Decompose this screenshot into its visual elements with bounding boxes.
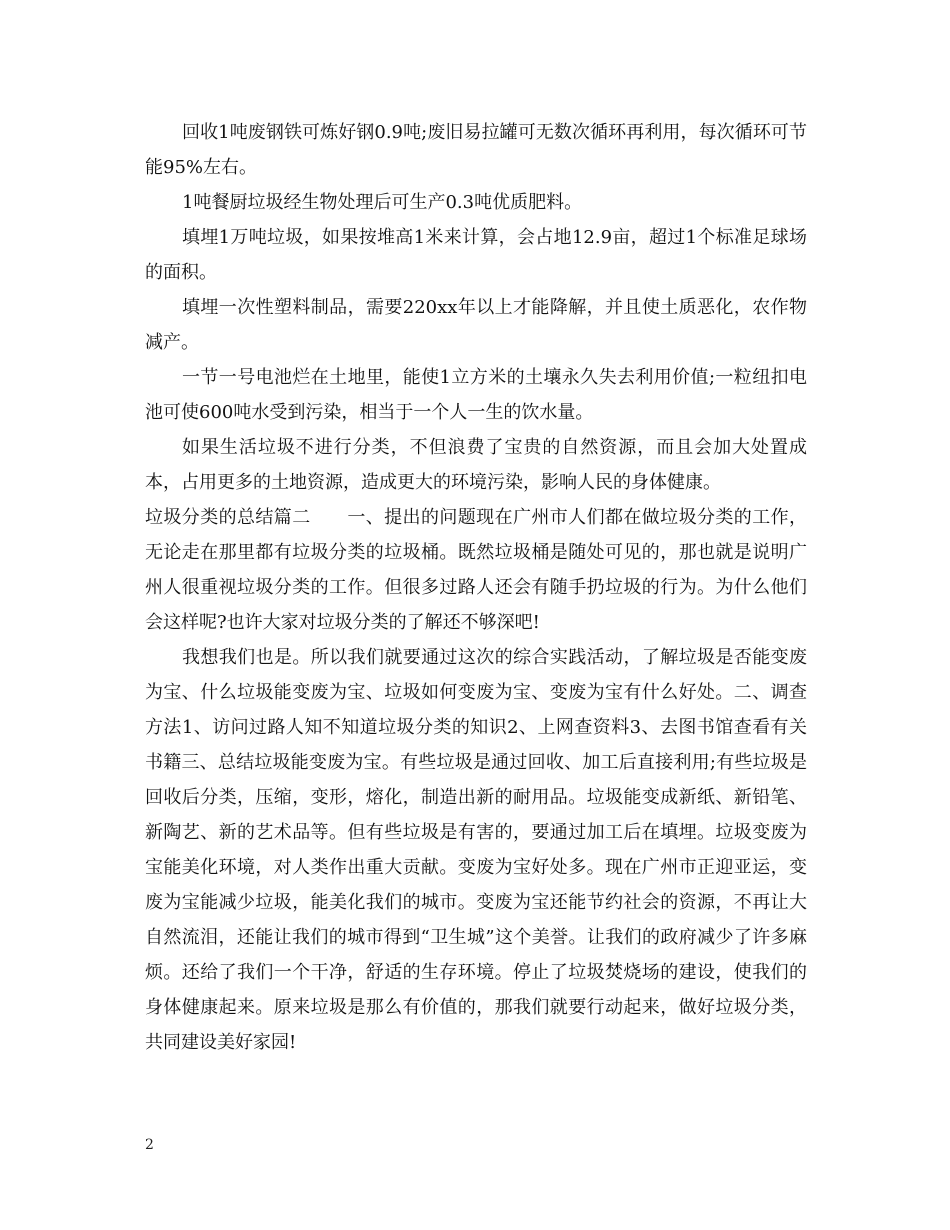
paragraph-sorting-importance: 如果生活垃圾不进行分类，不但浪费了宝贵的自然资源，而且会加大处置成本，占用更多的土地资源，造成更大的环境污染，影响人民的身体健康。 [145,437,807,493]
paragraph-summary-part-two: 垃圾分类的总结篇二 一、提出的问题现在广州市人们都在做垃圾分类的工作，无论走在那里都有垃圾分类的垃圾桶。既然垃圾桶是随处可见的，那也就是说明广州人很重视垃圾分类的工作。但很多过路人还会有随手扔垃圾的行为。为什么他们会这样呢?也许大家对垃圾分类的了解还不够深吧! [145,507,807,633]
document-body [145,115,807,1060]
paragraph-practice-activity: 我想我们也是。所以我们就要通过这次的综合实践活动，了解垃圾是否能变废为宝、什么垃圾能变废为宝、垃圾如何变废为宝、变废为宝有什么好处。二、调查方法1、访问过路人知不知道垃圾分类的知识2、上网查资料3、去图书馆查看有关书籍三、总结垃圾能变废为宝。有些垃圾是通过回收、加工后直接利用;有些垃圾是回收后分类，压缩，变形，熔化，制造出新的耐用品。垃圾能变成新纸、新铅笔、新陶艺、新的艺术品等。但有些垃圾是有害的，要通过加工后在填埋。垃圾变废为宝能美化环境，对人类作出重大贡献。变废为宝好处多。现在广州市正迎亚运，变废为宝能减少垃圾，能美化我们的城市。变废为宝还能节约社会的资源，不再让大自然流泪，还能让我们的城市得到“卫生城”这个美誉。让我们的政府减少了许多麻烦。还给了我们一个干净，舒适的生存环境。停止了垃圾焚烧场的建设，使我们的身体健康起来。原来垃圾是那么有价值的，那我们就要行动起来，做好垃圾分类，共同建设美好家园! [145,647,807,1053]
paragraph-battery-pollution: 一节一号电池烂在土地里，能使1立方米的土壤永久失去利用价值;一粒纽扣电池可使600吨水受到污染，相当于一个人一生的饮水量。 [145,367,807,423]
paragraph-landfill-area: 填埋1万吨垃圾，如果按堆高1米来计算，会占地12.9亩，超过1个标准足球场的面积。 [145,227,807,283]
paragraph-plastic-degradation: 填埋一次性塑料制品，需要220xx年以上才能降解，并且使土质恶化，农作物减产。 [145,297,807,353]
page-number: 2 [145,1137,154,1153]
paragraph-recycling-steel: 回收1吨废钢铁可炼好钢0.9吨;废旧易拉罐可无数次循环再利用，每次循环可节能95%左右。 [145,122,807,178]
paragraph-kitchen-waste: 1吨餐厨垃圾经生物处理后可生产0.3吨优质肥料。 [182,192,583,213]
